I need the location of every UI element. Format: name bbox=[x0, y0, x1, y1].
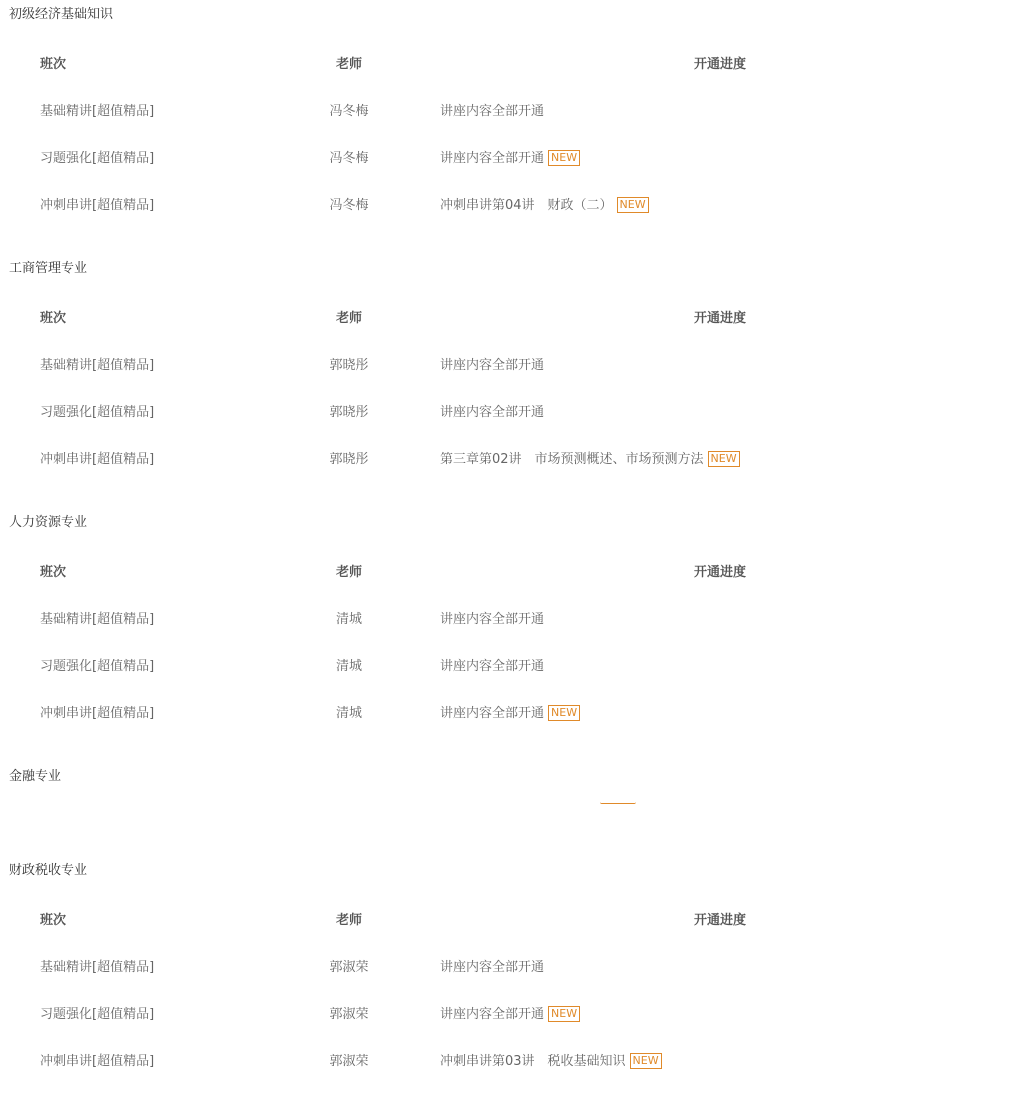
class-name[interactable]: 冲刺串讲[超值精品] bbox=[40, 198, 155, 213]
new-badge: NEW bbox=[548, 150, 580, 166]
table-row[interactable] bbox=[0, 135, 1033, 182]
progress-cell bbox=[440, 690, 1000, 737]
progress-cell bbox=[440, 182, 1000, 229]
header-class: 班次 bbox=[40, 913, 67, 928]
progress-text[interactable]: 第三章第02讲 市场预测概述、市场预测方法 bbox=[440, 452, 704, 467]
new-badge: NEW bbox=[548, 1006, 580, 1022]
progress-cell bbox=[440, 389, 1000, 436]
progress-text[interactable]: 讲座内容全部开通 bbox=[440, 612, 545, 627]
teacher-name: 郭淑荣 bbox=[329, 1007, 369, 1022]
teacher-name: 冯冬梅 bbox=[329, 151, 369, 166]
class-name[interactable]: 习题强化[超值精品] bbox=[40, 151, 155, 166]
header-teacher: 老师 bbox=[335, 565, 362, 580]
header-class: 班次 bbox=[40, 565, 67, 580]
class-name[interactable]: 冲刺串讲[超值精品] bbox=[40, 1054, 155, 1069]
class-name[interactable]: 冲刺串讲[超值精品] bbox=[40, 706, 155, 721]
progress-cell bbox=[440, 342, 1000, 389]
table-row[interactable] bbox=[0, 690, 1033, 737]
table-row[interactable] bbox=[0, 991, 1033, 1038]
table-row[interactable] bbox=[0, 436, 1033, 483]
table-row[interactable] bbox=[0, 342, 1033, 389]
table-row[interactable] bbox=[0, 1038, 1033, 1085]
table-row[interactable] bbox=[0, 643, 1033, 690]
progress-text[interactable]: 讲座内容全部开通 bbox=[440, 706, 545, 721]
table-header bbox=[0, 549, 1033, 596]
class-name[interactable]: 冲刺串讲[超值精品] bbox=[40, 452, 155, 467]
section-title: 财政税收专业 bbox=[9, 863, 88, 878]
empty-badge-fragment bbox=[600, 802, 636, 804]
teacher-name: 郭晓彤 bbox=[329, 405, 369, 420]
table-header bbox=[0, 295, 1033, 342]
progress-cell bbox=[440, 643, 1000, 690]
table-row[interactable] bbox=[0, 88, 1033, 135]
section-title: 初级经济基础知识 bbox=[9, 7, 114, 22]
teacher-name: 清城 bbox=[335, 659, 362, 674]
section-title: 工商管理专业 bbox=[9, 261, 88, 276]
header-progress: 开通进度 bbox=[693, 913, 746, 928]
class-name[interactable]: 基础精讲[超值精品] bbox=[40, 358, 155, 373]
progress-cell bbox=[440, 944, 1000, 991]
section-title: 人力资源专业 bbox=[9, 515, 88, 530]
section-title: 金融专业 bbox=[9, 769, 62, 784]
new-badge: NEW bbox=[630, 1053, 662, 1069]
progress-cell bbox=[440, 596, 1000, 643]
table-header bbox=[0, 41, 1033, 88]
class-name[interactable]: 习题强化[超值精品] bbox=[40, 659, 155, 674]
progress-text[interactable]: 冲刺串讲第03讲 税收基础知识 bbox=[440, 1054, 626, 1069]
header-progress: 开通进度 bbox=[693, 311, 746, 326]
table-row[interactable] bbox=[0, 944, 1033, 991]
header-progress: 开通进度 bbox=[693, 57, 746, 72]
header-progress: 开通进度 bbox=[693, 565, 746, 580]
header-class: 班次 bbox=[40, 311, 67, 326]
teacher-name: 郭晓彤 bbox=[329, 358, 369, 373]
teacher-name: 清城 bbox=[335, 706, 362, 721]
progress-text[interactable]: 讲座内容全部开通 bbox=[440, 358, 545, 373]
progress-cell bbox=[440, 1038, 1000, 1085]
class-name[interactable]: 基础精讲[超值精品] bbox=[40, 104, 155, 119]
progress-cell bbox=[440, 991, 1000, 1038]
teacher-name: 冯冬梅 bbox=[329, 104, 369, 119]
new-badge: NEW bbox=[617, 197, 649, 213]
progress-text[interactable]: 讲座内容全部开通 bbox=[440, 659, 545, 674]
progress-text[interactable]: 讲座内容全部开通 bbox=[440, 151, 545, 166]
teacher-name: 郭晓彤 bbox=[329, 452, 369, 467]
progress-text[interactable]: 冲刺串讲第04讲 财政（二） bbox=[440, 198, 613, 213]
progress-cell bbox=[440, 436, 1000, 483]
table-row[interactable] bbox=[0, 182, 1033, 229]
teacher-name: 冯冬梅 bbox=[329, 198, 369, 213]
progress-text[interactable]: 讲座内容全部开通 bbox=[440, 405, 545, 420]
table-header bbox=[0, 897, 1033, 944]
progress-cell bbox=[440, 88, 1000, 135]
header-class: 班次 bbox=[40, 57, 67, 72]
header-teacher: 老师 bbox=[335, 57, 362, 72]
header-teacher: 老师 bbox=[335, 311, 362, 326]
class-name[interactable]: 基础精讲[超值精品] bbox=[40, 960, 155, 975]
class-name[interactable]: 基础精讲[超值精品] bbox=[40, 612, 155, 627]
progress-cell bbox=[440, 135, 1000, 182]
new-badge: NEW bbox=[548, 705, 580, 721]
table-row[interactable] bbox=[0, 596, 1033, 643]
teacher-name: 郭淑荣 bbox=[329, 1054, 369, 1069]
teacher-name: 清城 bbox=[335, 612, 362, 627]
teacher-name: 郭淑荣 bbox=[329, 960, 369, 975]
progress-text[interactable]: 讲座内容全部开通 bbox=[440, 960, 545, 975]
table-row[interactable] bbox=[0, 389, 1033, 436]
header-teacher: 老师 bbox=[335, 913, 362, 928]
new-badge: NEW bbox=[708, 451, 740, 467]
progress-text[interactable]: 讲座内容全部开通 bbox=[440, 104, 545, 119]
class-name[interactable]: 习题强化[超值精品] bbox=[40, 1007, 155, 1022]
progress-text[interactable]: 讲座内容全部开通 bbox=[440, 1007, 545, 1022]
class-name[interactable]: 习题强化[超值精品] bbox=[40, 405, 155, 420]
